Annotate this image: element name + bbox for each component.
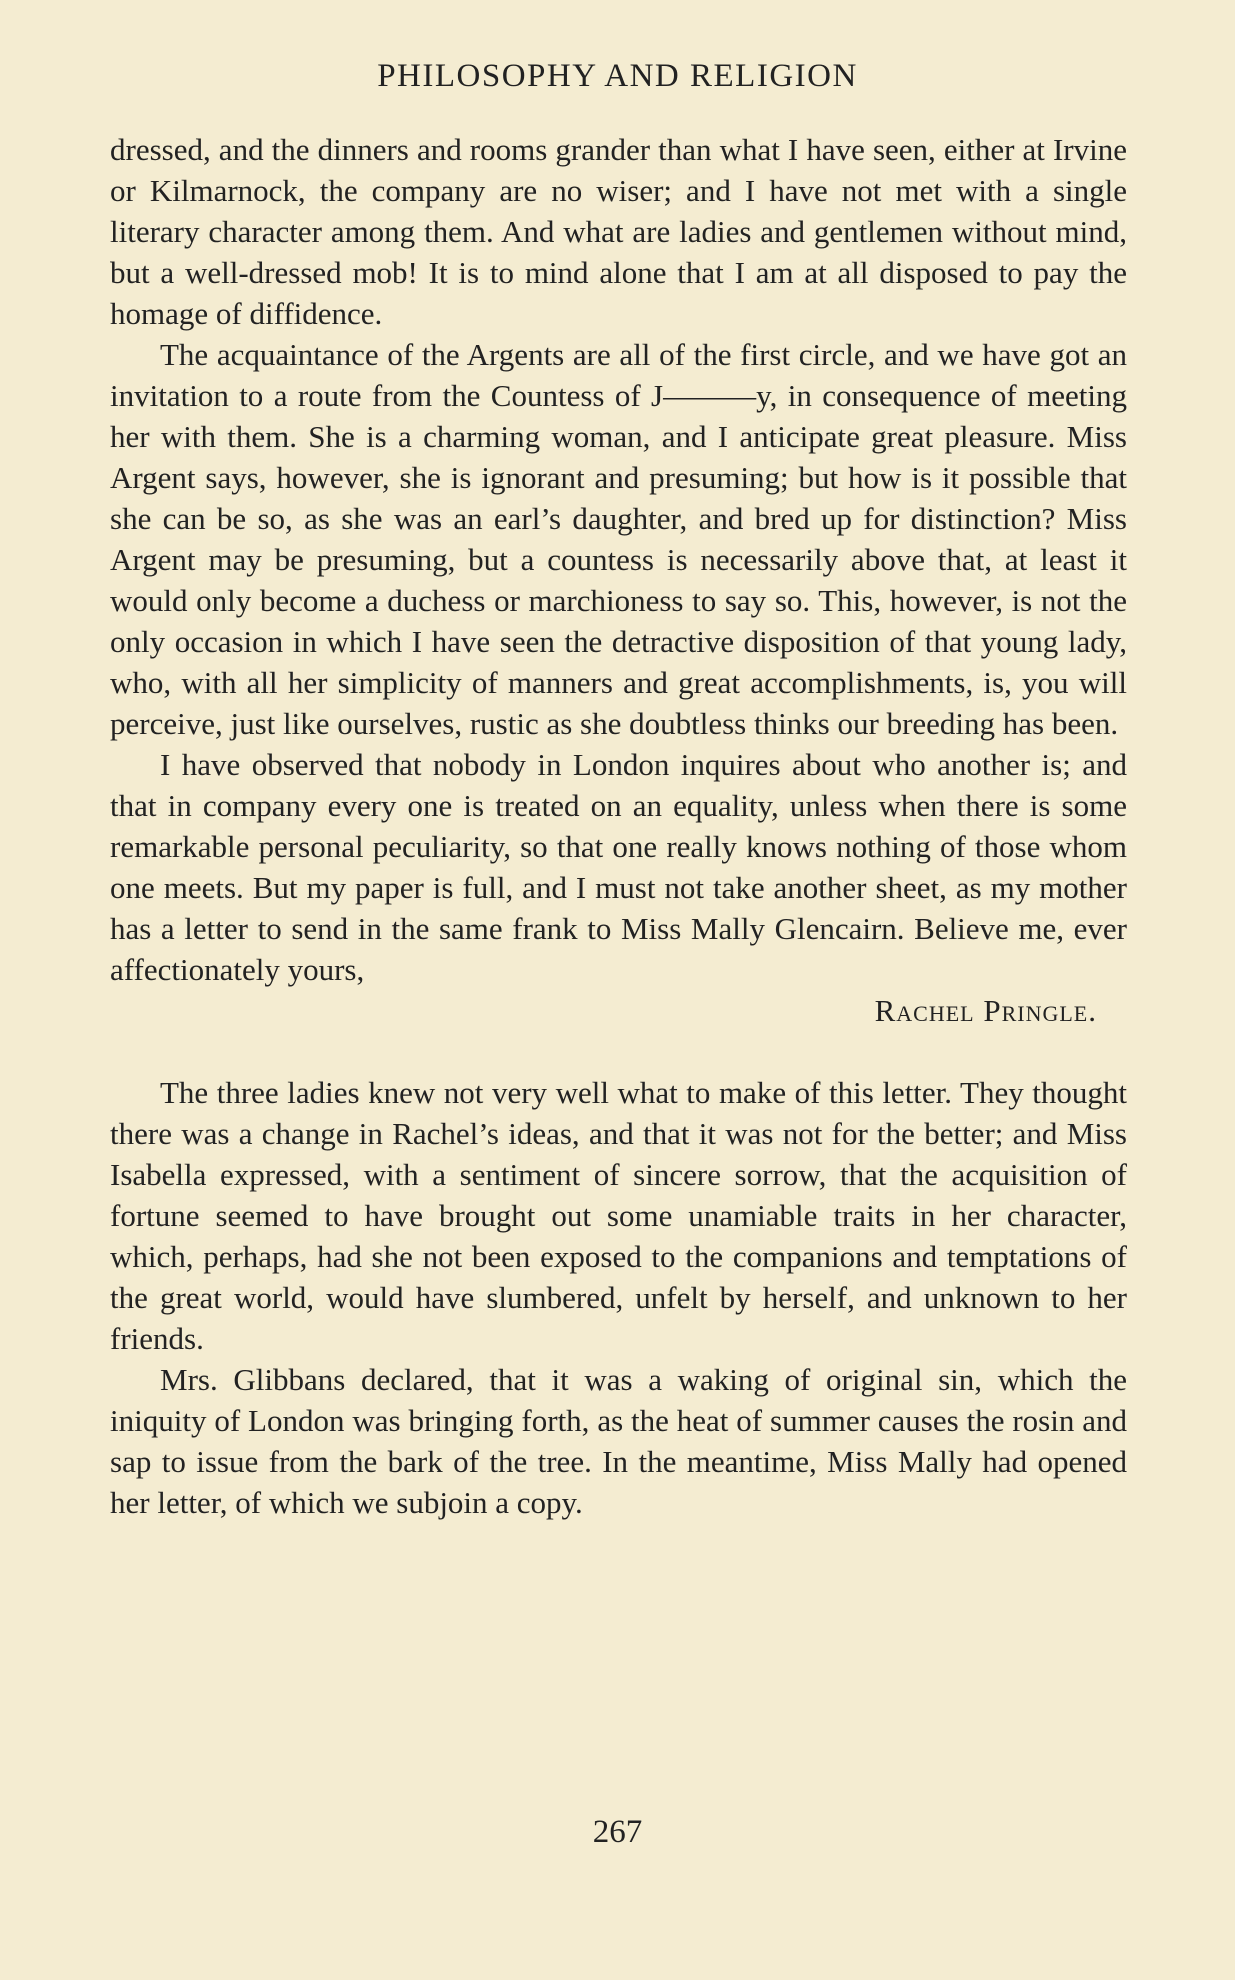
letter-signature: Rachel Pringle.	[874, 993, 1097, 1028]
running-head: PHILOSOPHY AND RELIGION	[377, 58, 858, 94]
paragraph-argents: The acquaintance of the Argents are all of the first circle, and we have got an invitation to a route from the Countess of J———y, in consequence of meeting her with them. She is a charming woman, and I anticipate great pleasure. Miss Argent says, however, she is ignorant and presuming; but how is it possible that she can be so, as she was an earl’s daughter, and bred up for distinction? Miss Argent may be presuming, but a countess is necessarily above that, at least it would only become a duchess or marchioness to say so. This, however, is not the only occasion in which I have seen the detractive disposition of that young lady, who, with all her simplicity of manners and great accomplishments, is, you will perceive, just like ourselves, rustic as she doubtless thinks our breeding has been.	[110, 337, 1127, 741]
body-text	[110, 129, 1127, 1523]
section-gap	[110, 1031, 1127, 1072]
page-number: 267	[592, 1814, 643, 1850]
paragraph-london-observation: I have observed that nobody in London inquires about who another is; and that in company every one is treated on an equality, unless when there is some remarkable personal peculiarity, so that one really knows nothing of those whom one meets. But my paper is full, and I must not take another sheet, as my mother has a letter to send in the same frank to Miss Mally Glencairn. Believe me, ever affectionately yours,	[110, 747, 1127, 987]
paragraph-three-ladies: The three ladies knew not very well what to make of this letter. They thought there was a change in Rachel’s ideas, and that it was not for the better; and Miss Isabella expressed, with a sentiment of sincere sorrow, that the acquisition of fortune seemed to have brought out some unamiable traits in her character, which, perhaps, had she not been exposed to the companions and temptations of the great world, would have slumbered, unfelt by herself, and unknown to her friends.	[110, 1075, 1127, 1356]
paragraph-mrs-glibbans: Mrs. Glibbans declared, that it was a waking of original sin, which the iniquity of London was bringing forth, as the heat of summer causes the rosin and sap to issue from the bark of the tree. In the meantime, Miss Mally had opened her letter, of which we subjoin a copy.	[110, 1362, 1127, 1520]
paragraph-letter-continuation: dressed, and the dinners and rooms grander than what I have seen, either at Irvine or Kilmarnock, the company are no wiser; and I have not met with a single literary character among them. And what are ladies and gentlemen without mind, but a well-dressed mob! It is to mind alone that I am at all disposed to pay the homage of diffidence.	[110, 132, 1127, 331]
